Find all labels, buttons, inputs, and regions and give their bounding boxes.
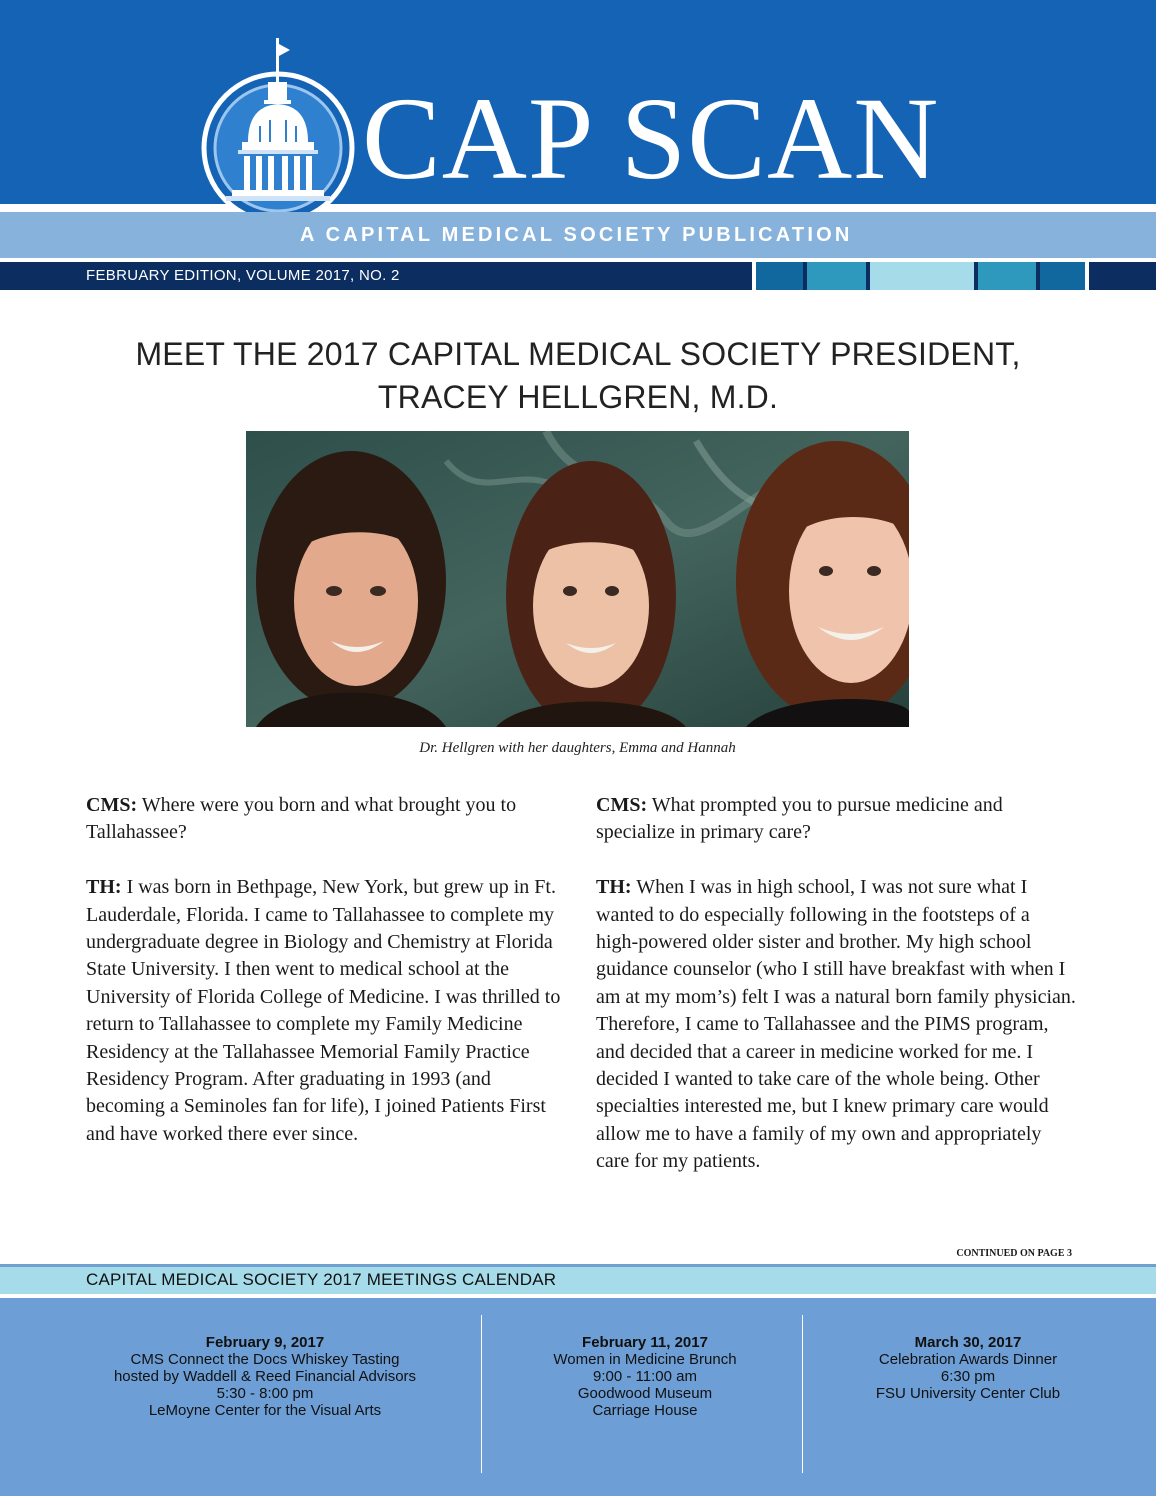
event-date: February 9, 2017 [205, 1334, 325, 1351]
article-column-right [596, 792, 1076, 1203]
photo-caption: Dr. Hellgren with her daughters, Emma and Hannah [419, 740, 736, 756]
calendar-event [818, 1334, 1118, 1402]
event-detail: Women in Medicine Brunch [553, 1351, 737, 1368]
decorative-stripe [1040, 262, 1085, 290]
decorative-stripe [870, 262, 974, 290]
publication-title: CAP SCAN [362, 73, 940, 204]
calendar-event [80, 1334, 450, 1419]
event-detail: Carriage House [592, 1402, 698, 1419]
answer-label: TH: [86, 876, 122, 899]
question-label: CMS: [86, 794, 138, 816]
event-date: March 30, 2017 [914, 1334, 1022, 1351]
family-photo-icon [246, 431, 909, 727]
headline-line-1: MEET THE 2017 CAPITAL MEDICAL SOCIETY PRESIDENT, [135, 336, 1021, 372]
masthead-divider [0, 204, 1156, 208]
decorative-stripe [1085, 262, 1089, 290]
answer-paragraph [86, 874, 566, 1148]
event-detail: hosted by Waddell & Reed Financial Advisors [113, 1368, 417, 1385]
edition-label: FEBRUARY EDITION, VOLUME 2017, NO. 2 [86, 267, 400, 284]
calendar-column-divider [802, 1315, 803, 1473]
event-detail: Goodwood Museum [577, 1385, 713, 1402]
event-detail: FSU University Center Club [875, 1385, 1061, 1402]
question-label: CMS: [596, 794, 648, 816]
article-column-left [86, 792, 566, 1176]
event-date: February 11, 2017 [582, 1334, 708, 1351]
continued-link[interactable]: CONTINUED ON PAGE 3 [956, 1248, 1072, 1259]
decorative-stripe [807, 262, 866, 290]
question-paragraph [86, 792, 566, 847]
event-detail: 5:30 - 8:00 pm [216, 1385, 314, 1402]
calendar-title: CAPITAL MEDICAL SOCIETY 2017 MEETINGS CALENDAR [86, 1270, 557, 1289]
event-detail: Celebration Awards Dinner [878, 1351, 1058, 1368]
publication-subtitle: A CAPITAL MEDICAL SOCIETY PUBLICATION [300, 224, 853, 246]
event-detail: 6:30 pm [940, 1368, 996, 1385]
question-text: Where were you born and what brought you to Tallahassee? [86, 794, 517, 844]
answer-label: TH: [596, 876, 632, 899]
question-paragraph [596, 792, 1076, 847]
answer-text: I was born in Bethpage, New York, but grew up in Ft. Lauderdale, Florida. I came to Tallahassee to complete my undergraduate degree in Biology and Chemistry at Florida State University. I then went to medical school at the University of Florida College of Medicine. I was thrilled to return to Tallahassee to complete my Family Medicine Residency at the Tallahassee Memorial Family Practice Residency Program. After graduating in 1993 (and becoming a Seminoles fan for life), I joined Patients First and have worked there ever since. [86, 876, 561, 1145]
event-detail: 9:00 - 11:00 am [593, 1368, 697, 1385]
answer-paragraph [596, 874, 1076, 1175]
article-headline [60, 333, 1096, 419]
event-detail: LeMoyne Center for the Visual Arts [148, 1402, 382, 1419]
decorative-stripe [978, 262, 1036, 290]
capitol-dome-logo-icon [198, 30, 358, 226]
headline-line-2: TRACEY HELLGREN, M.D. [377, 379, 779, 415]
calendar-event [495, 1334, 795, 1419]
event-detail: CMS Connect the Docs Whiskey Tasting [130, 1351, 400, 1368]
calendar-column-divider [481, 1315, 482, 1473]
question-text: What prompted you to pursue medicine and specialize in primary care? [596, 794, 1003, 844]
answer-text: When I was in high school, I was not sure what I wanted to do especially following in the footsteps of a high-powered older sister and brother. My high school guidance counselor (who I still have breakfast with when I am at my mom’s) felt I was a natural born family physician. Therefore, I came to Tallahassee and the PIMS program, and decided that a career in medicine worked for me. I decided I wanted to take care of the whole being. Other specialties interested me, but I knew primary care would allow me to have a family of my own and appropriately care for my patients. [596, 876, 1076, 1173]
decorative-stripe [756, 262, 803, 290]
